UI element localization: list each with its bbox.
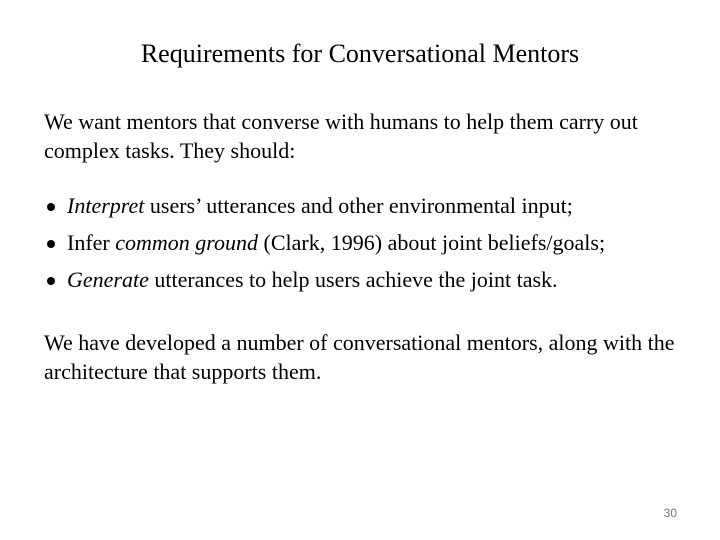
list-item-text xyxy=(67,228,605,258)
page-number: 30 xyxy=(663,506,677,520)
list-item xyxy=(44,228,694,265)
requirements-list xyxy=(44,191,694,302)
list-item-rest: (Clark, 1996) about joint beliefs/goals; xyxy=(258,230,606,255)
closing-paragraph: We have developed a number of conversational mentors, along with the architecture that supports them. xyxy=(44,330,675,384)
intro-paragraph: We want mentors that converse with humans to help them carry out complex tasks. They should: xyxy=(44,109,638,163)
list-item-text xyxy=(67,191,573,221)
list-item-lead: Infer xyxy=(67,230,116,255)
bullet-icon xyxy=(47,277,55,285)
list-item-emphasis: Generate xyxy=(67,267,149,292)
list-item-rest: utterances to help users achieve the joint task. xyxy=(148,267,558,292)
list-item xyxy=(44,265,694,302)
bullet-icon xyxy=(47,240,55,248)
list-item-emphasis: Interpret xyxy=(67,193,145,218)
slide-title: Requirements for Conversational Mentors xyxy=(140,39,580,68)
list-item-rest: users’ utterances and other environmental input; xyxy=(144,193,573,218)
bullet-icon xyxy=(47,203,55,211)
list-item-emphasis: common ground xyxy=(115,230,259,255)
list-item xyxy=(44,191,694,228)
list-item-text xyxy=(67,265,558,295)
